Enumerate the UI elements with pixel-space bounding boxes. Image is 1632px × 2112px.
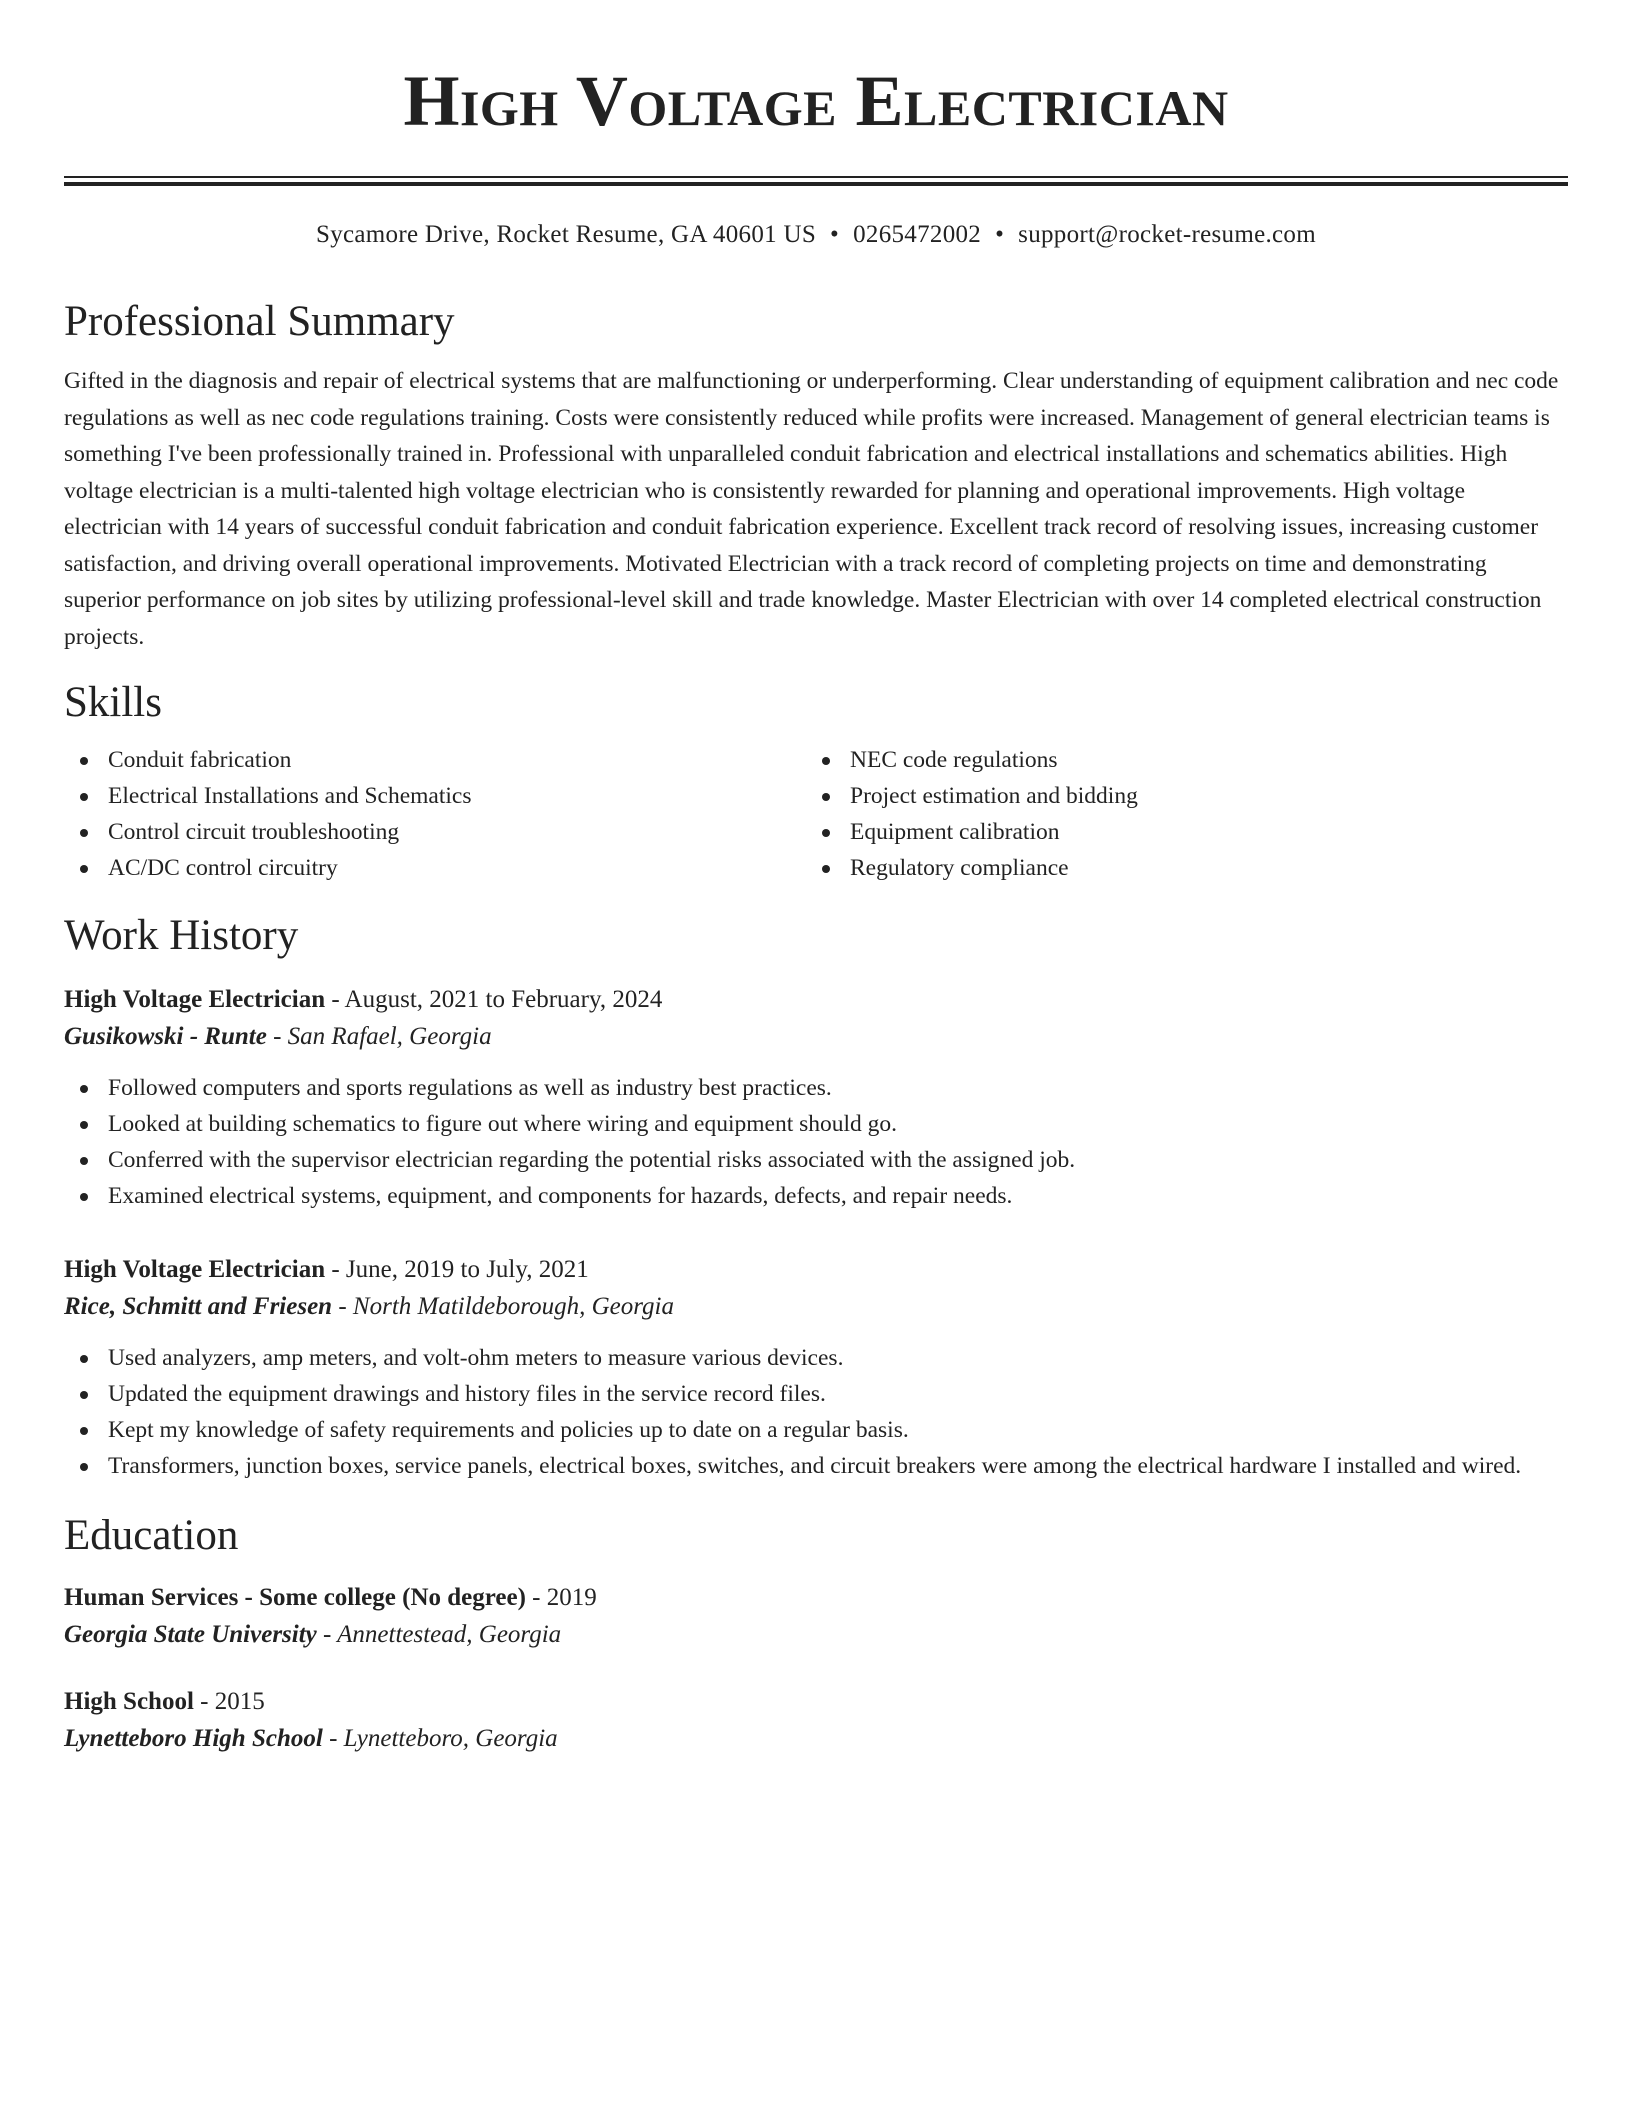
- job-dates: - June, 2019 to July, 2021: [325, 1256, 589, 1283]
- skills-column-left: [64, 742, 806, 886]
- job-location: - North Matildeborough, Georgia: [332, 1293, 674, 1320]
- job-location: - San Rafael, Georgia: [266, 1023, 492, 1050]
- contact-line: [64, 218, 1568, 252]
- education-heading: Education: [64, 1512, 239, 1559]
- summary-section: [64, 296, 1568, 655]
- contact-email: support@rocket-resume.com: [1018, 221, 1316, 248]
- education-entry: [64, 1684, 1568, 1758]
- skill-item: AC/DC control circuitry: [64, 850, 806, 886]
- job-duty: Looked at building schematics to figure out where wiring and equipment should go.: [64, 1106, 1568, 1142]
- contact-address: Sycamore Drive, Rocket Resume, GA 40601 US: [316, 221, 817, 248]
- education-year: - 2019: [525, 1584, 597, 1611]
- skills-section: [64, 677, 1568, 886]
- contact-separator: •: [830, 221, 840, 248]
- job-duty: Followed computers and sports regulations as well as industry best practices.: [64, 1070, 1568, 1106]
- job-duty: Transformers, junction boxes, service panels, electrical boxes, switches, and circuit breakers were among the electrical hardware I installed and wired.: [64, 1448, 1568, 1484]
- job-company: Gusikowski - Runte: [64, 1023, 267, 1050]
- skill-item: Equipment calibration: [806, 814, 1138, 850]
- contact-phone: 0265472002: [853, 221, 982, 248]
- summary-heading: Professional Summary: [64, 298, 455, 345]
- education-degree-line: [64, 1580, 1568, 1616]
- job-entry: [64, 1252, 1568, 1484]
- skill-item: Regulatory compliance: [806, 850, 1138, 886]
- education-year: - 2015: [193, 1688, 265, 1715]
- job-duty: Examined electrical systems, equipment, and components for hazards, defects, and repair needs.: [64, 1178, 1568, 1214]
- header-rule: [64, 176, 1568, 186]
- job-duty: Conferred with the supervisor electrician regarding the potential risks associated with the assigned job.: [64, 1142, 1568, 1178]
- education-location: - Lynetteboro, Georgia: [322, 1725, 558, 1752]
- summary-text: Gifted in the diagnosis and repair of electrical systems that are malfunctioning or underperforming. Clear understanding of equipment calibration and nec code regulations as well as nec code regulations training. Costs were consistently reduced while profits were increased. Management of general electrician teams is something I've been professionally trained in. Professional with unparalleled conduit fabrication and electrical installations and schematics abilities. High voltage electrician is a multi-talented high voltage electrician who is consistently rewarded for planning and operational improvements. High voltage electrician with 14 years of successful conduit fabrication and conduit fabrication experience. Excellent track record of resolving issues, increasing customer satisfaction, and driving overall operational improvements. Motivated Electrician with a track record of completing projects on time and demonstrating superior performance on job sites by utilizing professional-level skill and trade knowledge. Master Electrician with over 14 completed electrical construction projects.: [64, 368, 1559, 650]
- job-duties: [64, 1070, 1568, 1214]
- education-degree: High School: [64, 1688, 194, 1715]
- job-company: Rice, Schmitt and Friesen: [64, 1293, 333, 1320]
- job-title: High Voltage Electrician: [64, 1256, 326, 1283]
- education-degree: Human Services - Some college (No degree): [64, 1584, 526, 1611]
- job-title-line: [64, 982, 1568, 1018]
- education-school: Lynetteboro High School: [64, 1725, 323, 1752]
- job-duties: [64, 1340, 1568, 1484]
- job-dates: - August, 2021 to February, 2024: [325, 986, 663, 1013]
- resume-name: High Voltage Electrician: [403, 61, 1229, 141]
- job-duty: Kept my knowledge of safety requirements and policies up to date on a regular basis.: [64, 1412, 1568, 1448]
- skill-item: NEC code regulations: [806, 742, 1138, 778]
- education-entry: [64, 1580, 1568, 1654]
- education-school-line: [64, 1616, 1568, 1654]
- contact-separator: •: [995, 221, 1005, 248]
- education-location: - Annettestead, Georgia: [316, 1621, 562, 1648]
- skills-list: [64, 742, 1568, 886]
- skill-item: Electrical Installations and Schematics: [64, 778, 806, 814]
- job-entry: [64, 982, 1568, 1214]
- job-title-line: [64, 1252, 1568, 1288]
- job-title: High Voltage Electrician: [64, 986, 326, 1013]
- skills-column-right: [806, 742, 1138, 886]
- education-section: [64, 1510, 1568, 1758]
- skill-item: Project estimation and bidding: [806, 778, 1138, 814]
- job-company-line: [64, 1018, 1568, 1056]
- work-history-section: [64, 910, 1568, 1484]
- education-school: Georgia State University: [64, 1621, 317, 1648]
- education-school-line: [64, 1720, 1568, 1758]
- skill-item: Control circuit troubleshooting: [64, 814, 806, 850]
- job-company-line: [64, 1288, 1568, 1326]
- skills-heading: Skills: [64, 679, 162, 726]
- education-degree-line: [64, 1684, 1568, 1720]
- work-history-heading: Work History: [64, 912, 299, 959]
- job-duty: Updated the equipment drawings and history files in the service record files.: [64, 1376, 1568, 1412]
- job-duty: Used analyzers, amp meters, and volt-ohm meters to measure various devices.: [64, 1340, 1568, 1376]
- skill-item: Conduit fabrication: [64, 742, 806, 778]
